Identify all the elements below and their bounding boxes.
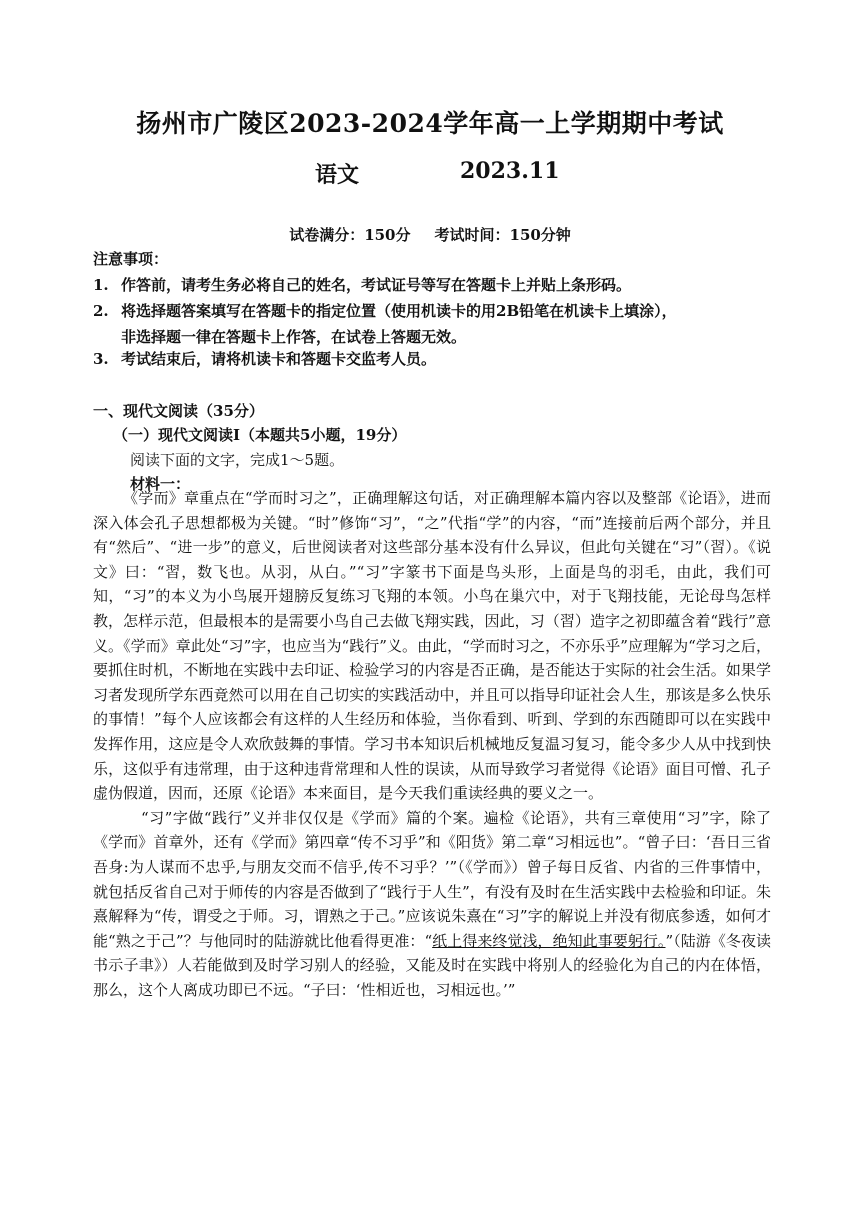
notice-item: [93, 298, 677, 324]
underlined-quote: 纸上得来终觉浅，绝知此事要躬行。: [432, 931, 666, 950]
section-title: 一、现代文阅读（35分）: [93, 402, 264, 420]
notice-number: 3.: [93, 350, 109, 368]
notice-item: [93, 346, 436, 372]
notice-text: 将选择题答案填写在答题卡的指定位置（使用机读卡的用2B铅笔在机读卡上填涂），: [121, 302, 677, 320]
notice-heading: 注意事项：: [93, 250, 169, 268]
notice-text: 考试结束后，请将机读卡和答题卡交监考人员。: [121, 350, 437, 368]
passage-paragraph-1: 《学而》章重点在“学而时习之”，正确理解这句话，对正确理解本篇内容以及整部《论语》，进而深入体会孔子思想都极为关键。“时”修饰“习”，“之”代指“学”的内容，“而”连接前后两个部分，并且有“然后”、“进一步”的意义，后世阅读者对这些部分基本没有什么异议，但此句关键在“习”（習）。《说文》曰：“習，数飞也。从羽，从白。”“习”字篆书下面是鸟头形，上面是鸟的羽毛，由此，我们可知，“习”的本义为小鸟展开翅膀反复练习飞翔的本领。小鸟在巢穴中，对于飞翔技能，无论母鸟怎样教，怎样示范，但最根本的是需要小鸟自己去做飞翔实践，因此，习（習）造字之初即蕴含着“践行”意义。《学而》章此处“习”字，也应当为“践行”义。由此，“学而时习之，不亦乐乎”应理解为“学习之后，要抓住时机，不断地在实践中去印证、检验学习的内容是否正确，是否能达于实际的社会生活。如果学习者发现所学东西竟然可以用在自己切实的实践活动中，并且可以指导印证社会人生，那该是多么快乐的事情！”每个人应该都会有这样的人生经历和体验，当你看到、听到、学到的东西随即可以在实践中发挥作用，这应是令人欢欣鼓舞的事情。学习书本知识后机械地反复温习复习，能令多少人从中找到快乐，这似乎有违常理，由于这种违背常理和人性的误读，从而导致学习者觉得《论语》面目可憎、孔子虚伪假道，因而，还原《论语》本来面目，是今天我们重读经典的要义之一。: [93, 489, 771, 803]
paragraph-2-text: “习”字做“践行”义并非仅仅是《学而》篇的个案。遍检《论语》，共有三章使用“习”字，除了《学而》首章外，还有《学而》第四章“传不习乎”和《阳货》第二章“习相远也”。“曾子曰：‘吾日三省吾身:为人谋而不忠乎,与朋友交而不信乎,传不习乎？’”（《学而》）曾子每日反省、内省的三件事情中，就包括反省自己对于师传的内容是否做到了“践行于人生”，有没有及时在生活实践中去检验和印证。朱熹解释为“传，谓受之于师。习，谓熟之于己。”应该说朱熹在“习”字的解说上并没有彻底参透，如何才能“熟之于己”？与他同时的陆游就比他看得更准：“: [93, 808, 771, 950]
notice-continuation: 非选择题一律在答题卡上作答，在试卷上答题无效。: [121, 328, 467, 346]
exam-time: 考试时间：150分钟: [434, 226, 571, 244]
subject-label: 语文: [315, 162, 360, 188]
reading-passage: [93, 486, 771, 1002]
notice-text: 作答前，请考生务必将自己的姓名，考试证号等写在答题卡上并贴上条形码。: [121, 276, 632, 294]
reading-instruction: 阅读下面的文字，完成1～5题。: [130, 451, 345, 469]
exam-date: 2023.11: [460, 158, 560, 184]
paragraph-2-text-end: ”（陆游《冬夜读书示子聿》）人若能做到及时学习别人的经验，又能及时在实践中将别人的经验化为自己的内在体悟，那么，这个人离成功即已不远。“子曰：‘性相近也，习相远也。’”: [93, 931, 771, 999]
full-score: 试卷满分：150分: [289, 226, 411, 244]
notice-item: [93, 272, 631, 298]
notice-number: 1.: [93, 276, 109, 294]
exam-meta: [0, 224, 860, 245]
notice-number: 2.: [93, 302, 109, 320]
passage-paragraph-2: [93, 806, 771, 1003]
subsection-title: （一）现代文阅读Ⅰ（本题共5小题，19分）: [113, 426, 407, 444]
exam-title: 扬州市广陵区2023-2024学年高一上学期期中考试: [136, 109, 724, 138]
material-label: 材料一：: [130, 475, 191, 493]
